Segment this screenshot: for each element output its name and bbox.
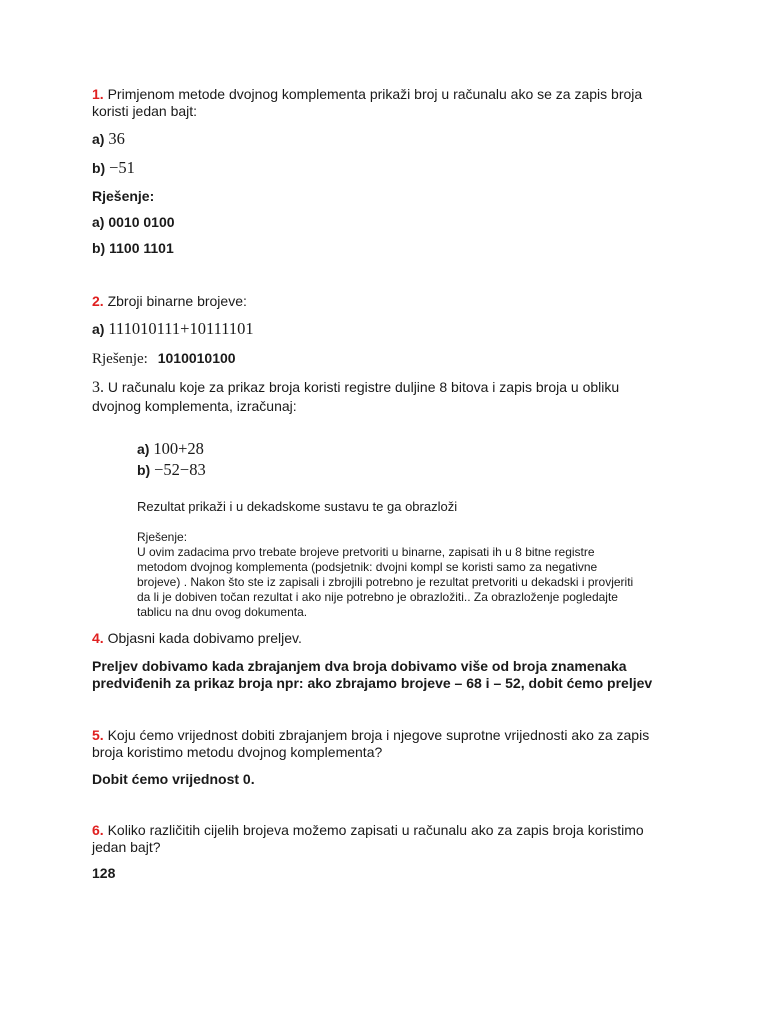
q2-number: 2. bbox=[92, 293, 104, 309]
q1-solution-a: a) 0010 0100 bbox=[92, 214, 175, 230]
q1-text: Primjenom metode dvojnog komplementa prikaži broj u računalu ako se za zapis broja bbox=[107, 86, 643, 102]
q1-solution-b: b) 1100 1101 bbox=[92, 240, 174, 256]
q2-option-a: a) 111010111+10111101 bbox=[92, 319, 254, 338]
q6-text-line1 bbox=[92, 822, 644, 838]
q3-number: 3. bbox=[92, 379, 104, 396]
q5-number: 5. bbox=[92, 727, 104, 743]
q1-option-b: b) −51 bbox=[92, 158, 135, 177]
q2-a-value: 111010111+10111101 bbox=[108, 319, 254, 338]
q4-text: Objasni kada dobivamo preljev. bbox=[107, 630, 302, 646]
q1-option-a: a) 36 bbox=[92, 129, 125, 148]
q1-solution-label: Rješenje: bbox=[92, 188, 155, 204]
q4-answer-line1: Preljev dobivamo kada zbrajanjem dva broja dobivamo više od broja znamenaka bbox=[92, 658, 627, 674]
q3-text-line2: dvojnog komplementa, izračunaj: bbox=[92, 398, 297, 414]
q1-number: 1. bbox=[92, 86, 104, 102]
q3-text-line1 bbox=[92, 379, 619, 396]
q3-solution-line5: tablicu na dnu ovog dokumenta. bbox=[137, 605, 308, 619]
q1-text-line2: koristi jedan bajt: bbox=[92, 103, 198, 119]
q5-text-line1 bbox=[92, 727, 649, 743]
q3-result-note: Rezultat prikaži i u dekadskome sustavu te ga obrazloži bbox=[137, 499, 458, 514]
q6-text-line2: jedan bajt? bbox=[92, 839, 161, 855]
q3-text: U računalu koje za prikaz broja koristi registre duljine 8 bitova i zapis broja u obliku bbox=[107, 379, 620, 395]
q2-solution-label: Rješenje: bbox=[92, 351, 148, 367]
q3-solution-line4: da li je dobiven točan rezultat i ako nije potrebno je obrazložiti.. Za obrazloženje pogledajte bbox=[137, 590, 618, 604]
q2-text-line bbox=[92, 293, 247, 309]
q2-solution bbox=[92, 350, 236, 367]
q4-answer-line2: predviđenih za prikaz broja npr: ako zbrajamo brojeve – 68 i – 52, dobit ćemo preljev bbox=[92, 675, 653, 691]
q1-b-value: −51 bbox=[109, 158, 135, 177]
q3-solution-line2: metodom dvojnog komplementa (podsjetnik: dvojni kompl se koristi samo za negativne bbox=[137, 560, 598, 574]
q1-text-line1 bbox=[92, 86, 642, 102]
q2-solution-value: 1010010100 bbox=[157, 350, 236, 366]
q1-a-value: 36 bbox=[108, 129, 125, 148]
q5-text-line2: broja koristimo metodu dvojnog komplementa? bbox=[92, 744, 383, 760]
q3-a-value: 100+28 bbox=[153, 439, 204, 458]
q6-answer: 128 bbox=[92, 865, 116, 881]
q6-text: Koliko različitih cijelih brojeva možemo zapisati u računalu ako za zapis broja koristimo bbox=[107, 822, 644, 838]
q3-solution-line3: brojeve) . Nakon što ste iz zapisali i zbrojili potrebno je rezultat pretvoriti u dekadski i provjeriti bbox=[137, 575, 634, 589]
q3-solution-label: Rješenje: bbox=[137, 530, 188, 544]
q3-solution-line1: U ovim zadacima prvo trebate brojeve pretvoriti u binarne, zapisati ih u 8 bitne registre bbox=[137, 545, 595, 559]
q4-text-line bbox=[92, 630, 302, 646]
q5-text: Koju ćemo vrijednost dobiti zbrajanjem broja i njegove suprotne vrijednosti ako za zapis bbox=[107, 727, 650, 743]
q6-number: 6. bbox=[92, 822, 104, 838]
q3-b-value: −52−83 bbox=[154, 460, 206, 479]
q3-option-b: b) −52−83 bbox=[137, 460, 206, 479]
q3-option-a: a) 100+28 bbox=[137, 439, 204, 458]
q4-number: 4. bbox=[92, 630, 104, 646]
q5-answer: Dobit ćemo vrijednost 0. bbox=[92, 771, 255, 787]
q2-text: Zbroji binarne brojeve: bbox=[107, 293, 247, 309]
